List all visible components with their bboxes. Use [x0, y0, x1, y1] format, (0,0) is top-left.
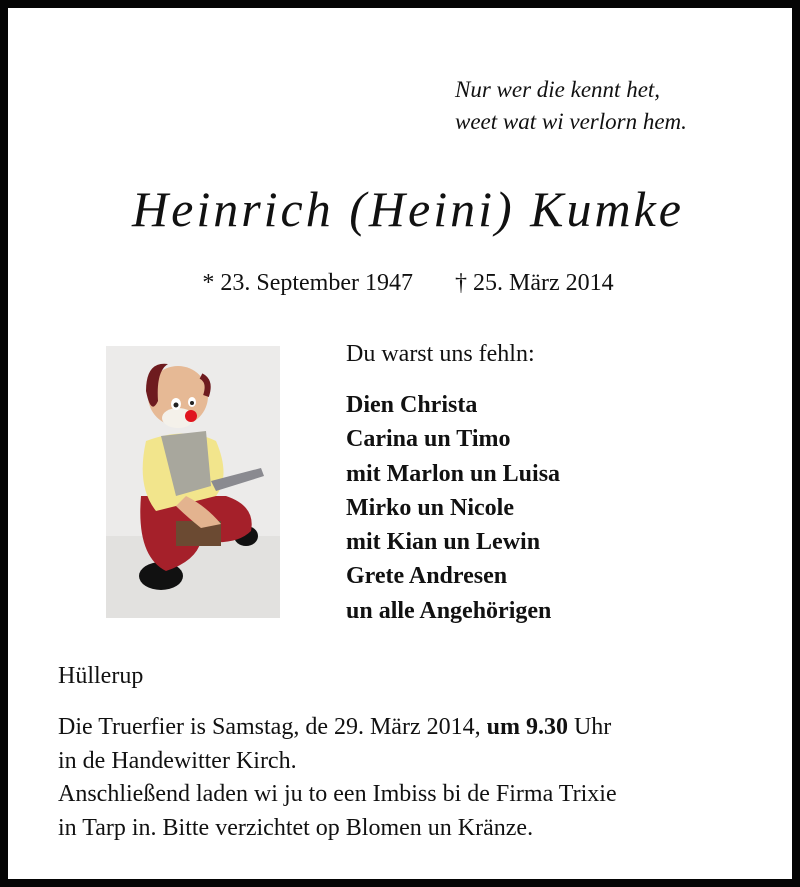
birth-date: * 23. September 1947	[202, 270, 413, 296]
family-member: un alle Angehörigen	[346, 597, 552, 624]
family-member: Carina un Timo	[346, 426, 511, 453]
family-member: Dien Christa	[346, 392, 478, 418]
notice-time: um 9.30	[486, 714, 568, 740]
epigraph	[455, 74, 687, 138]
death-date: † 25. März 2014	[455, 270, 614, 296]
family-member: mit Kian un Lewin	[346, 529, 541, 556]
epigraph-line: Nur wer die kennt het,	[455, 77, 661, 102]
life-dates	[8, 270, 800, 297]
notice-text: Die Truerfier is Samstag, de 29. März 2014,	[58, 714, 487, 740]
deceased-name: Heinrich (Heini) Kumke	[132, 181, 684, 237]
missed-line: Du warst uns fehln:	[346, 341, 535, 367]
family-member: Grete Andresen	[346, 563, 508, 590]
notice-text: in Tarp in. Bitte verzichtet op Blomen un Kränze.	[58, 814, 534, 841]
notice-text: Uhr	[567, 714, 612, 740]
notice-text: Anschließend laden wi ju to een Imbiss bi de Firma Trixie	[58, 781, 617, 807]
epigraph-line: weet wat wi verlorn hem.	[455, 109, 687, 134]
family-member: mit Marlon un Luisa	[346, 460, 561, 487]
clown-figurine-photo	[106, 346, 280, 618]
place: Hüllerup	[58, 663, 144, 689]
funeral-notice	[58, 711, 778, 845]
notice-text: in de Handewitter Kirch.	[58, 747, 297, 774]
family-member: Mirko un Nicole	[346, 494, 514, 521]
family-list	[346, 388, 560, 628]
